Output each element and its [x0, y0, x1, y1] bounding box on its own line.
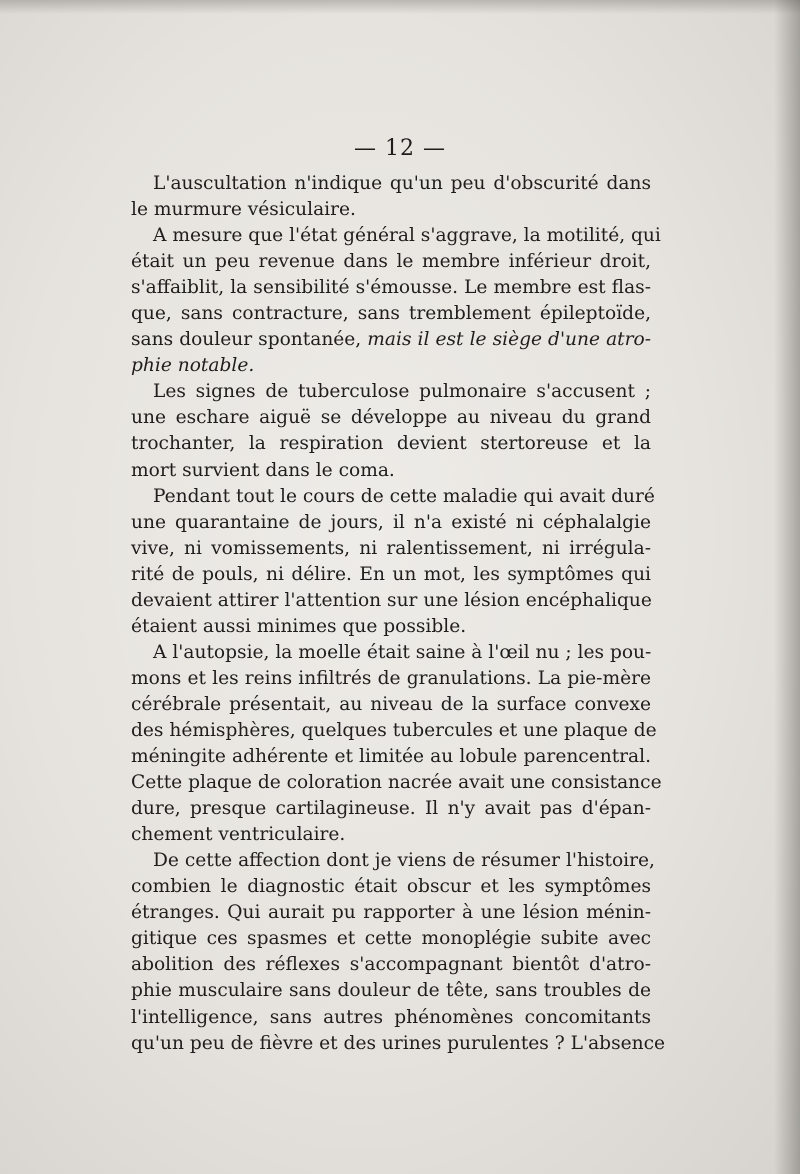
text-line: dure, presque cartilagineuse. Il n'y avait pas d'épan-: [131, 798, 651, 820]
text-line: Cette plaque de coloration nacrée avait une consistance: [131, 772, 662, 794]
text-line: Pendant tout le cours de cette maladie qui avait duré: [153, 485, 655, 507]
text-line: De cette affection dont je viens de résumer l'histoire,: [153, 850, 655, 872]
text-line: chement ventriculaire.: [131, 824, 346, 846]
text-line-italic: [131, 353, 651, 379]
text-line: qu'un peu de fièvre et des urines purulentes ? L'absence: [131, 1032, 666, 1054]
text-line: vive, ni vomissements, ni ralentissement, ni irrégula-: [131, 537, 651, 559]
text-line: devaient attirer l'attention sur une lésion encéphalique: [131, 589, 652, 611]
page-top-shadow: [0, 0, 800, 14]
text-line: des hémisphères, quelques tubercules et une plaque de: [131, 719, 657, 741]
text-line: une quarantaine de jours, il n'a existé ni céphalalgie: [131, 511, 651, 533]
text-line: une eschare aiguë se développe au niveau du grand: [131, 407, 651, 429]
text-line: Les signes de tuberculose pulmonaire s'accusent ;: [153, 381, 651, 403]
text-line: s'affaiblit, la sensibilité s'émousse. Le membre est flas-: [131, 277, 651, 299]
text-line: A l'autopsie, la moelle était saine à l'œil nu ; les pou-: [153, 641, 652, 663]
text-line: le murmure vésiculaire.: [131, 199, 356, 221]
page-number: — 12 —: [354, 136, 446, 161]
page-edge-shadow: [774, 0, 800, 1174]
text-line: était un peu revenue dans le membre inférieur droit,: [131, 251, 651, 273]
text-line: combien le diagnostic était obscur et les symptômes: [131, 876, 651, 898]
body-text: [131, 171, 666, 1057]
text-segment-regular: sans douleur spontanée,: [131, 329, 368, 351]
text-line: abolition des réflexes s'accompagnant bientôt d'atro-: [131, 954, 651, 976]
text-line: L'auscultation n'indique qu'un peu d'obscurité dans: [153, 173, 651, 194]
text-segment-italic: phie notable.: [131, 355, 255, 377]
text-line: étaient aussi minimes que possible.: [131, 615, 467, 637]
text-line: mort survient dans le coma.: [131, 459, 395, 481]
text-line: cérébrale présentait, au niveau de la surface convexe: [131, 693, 651, 715]
text-line: mons et les reins infiltrés de granulations. La pie-mère: [131, 667, 651, 689]
text-line: trochanter, la respiration devient stertoreuse et la: [131, 433, 651, 455]
text-line: rité de pouls, ni délire. En un mot, les symptômes qui: [131, 563, 651, 585]
text-line: phie musculaire sans douleur de tête, sans troubles de: [131, 980, 651, 1002]
text-line: que, sans contracture, sans tremblement épileptoïde,: [131, 303, 651, 325]
text-line: méningite adhérente et limitée au lobule parencentral.: [131, 746, 651, 768]
text-line: A mesure que l'état général s'aggrave, la motilité, qui: [153, 225, 661, 247]
text-line: l'intelligence, sans autres phénomènes concomitants: [131, 1006, 651, 1028]
text-line: gitique ces spasmes et cette monoplégie subite avec: [131, 928, 651, 950]
text-line-mixed: [131, 327, 651, 353]
text-line: étranges. Qui aurait pu rapporter à une lésion ménin-: [131, 902, 651, 924]
text-segment-italic: mais il est le siège d'une atro-: [367, 329, 651, 351]
